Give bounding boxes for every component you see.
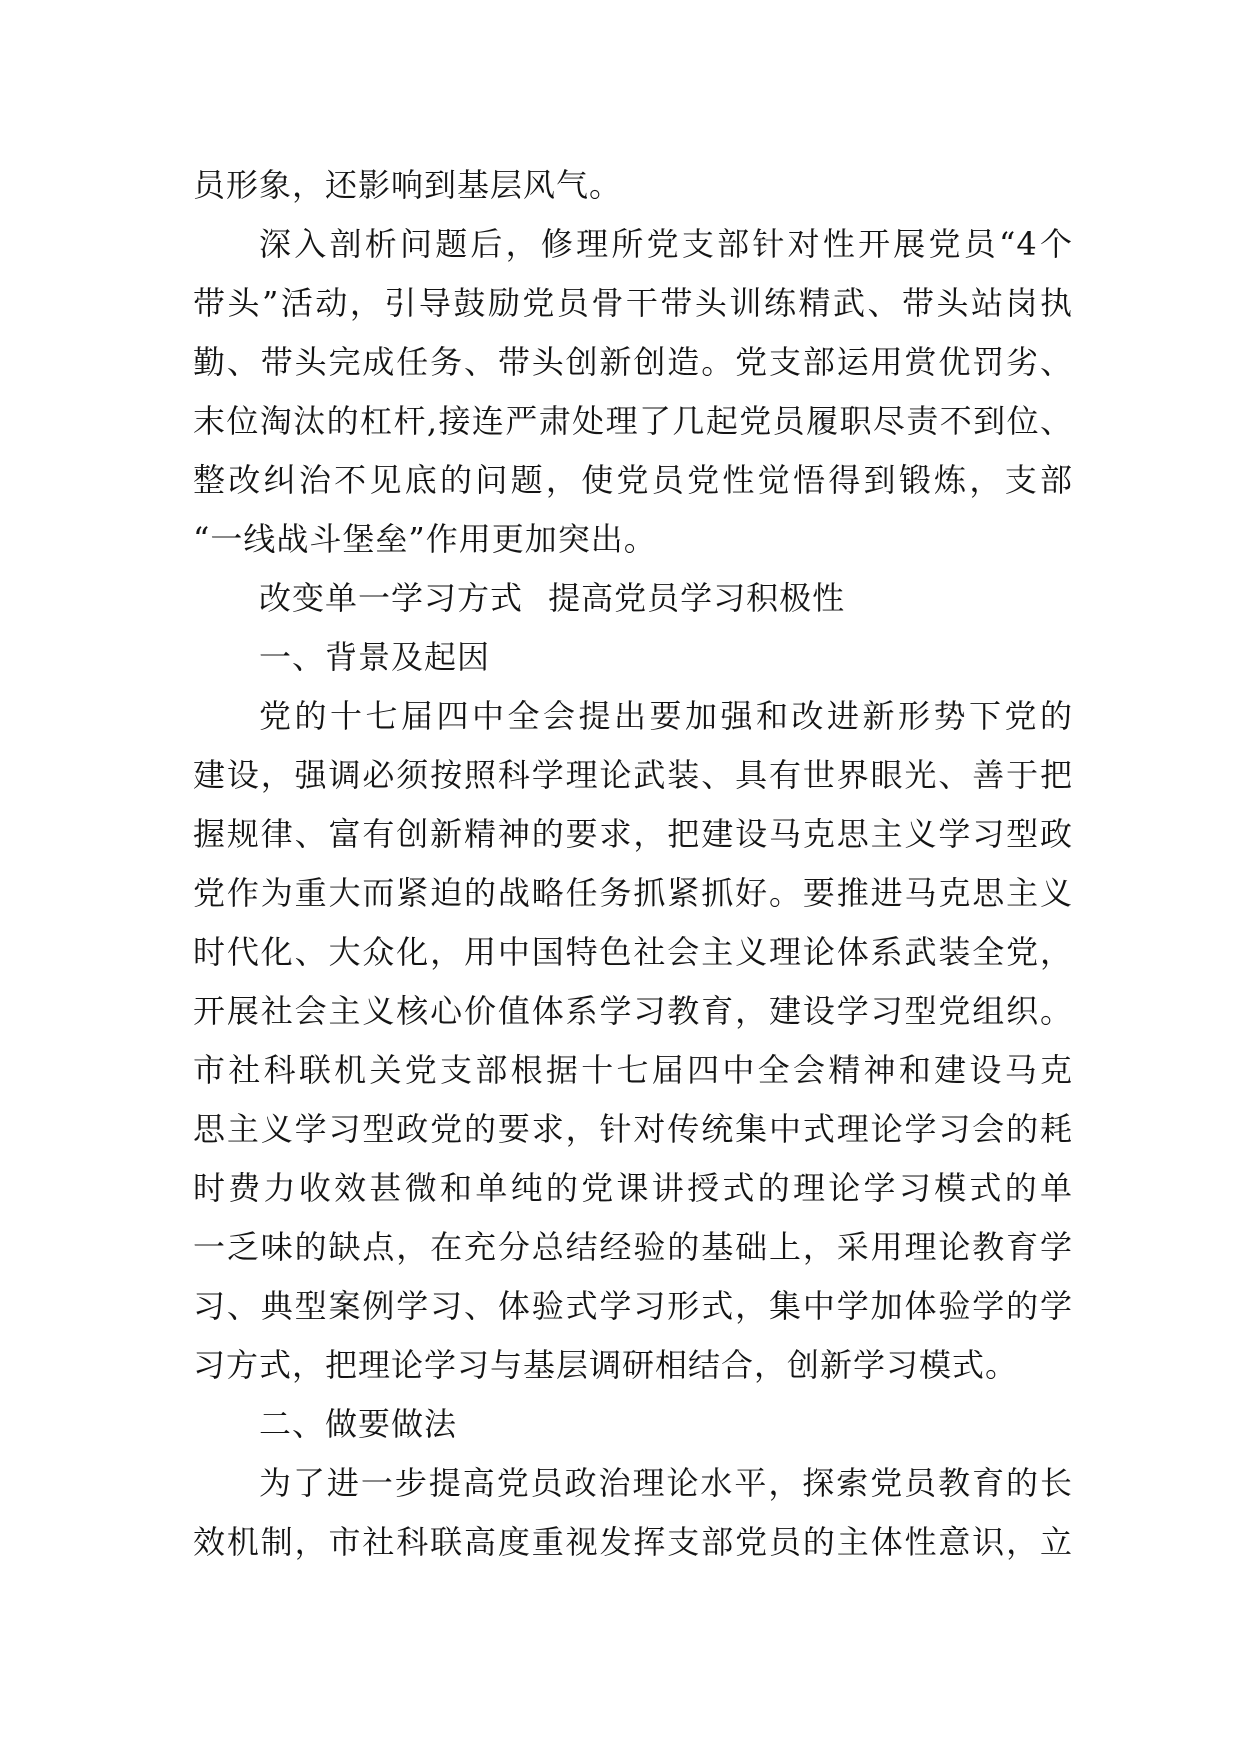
paragraph	[193, 687, 1073, 1395]
text-line: 时代化、大众化，用中国特色社会主义理论体系武装全党，	[193, 933, 1073, 971]
paragraph	[193, 156, 1073, 215]
text-line: 整改纠治不见底的问题，使党员党性觉悟得到锻炼，支部	[193, 461, 1073, 499]
text-line: 习方式，把理论学习与基层调研相结合，创新学习模式。	[193, 1346, 1019, 1384]
text-line: 党作为重大而紧迫的战略任务抓紧抓好。要推进马克思主义	[193, 874, 1073, 912]
text-line: “一线战斗堡垒”作用更加突出。	[193, 520, 657, 558]
text-line: 末位淘汰的杠杆,接连严肃处理了几起党员履职尽责不到位、	[193, 402, 1073, 440]
text-line: 思主义学习型政党的要求，针对传统集中式理论学习会的耗	[193, 1110, 1073, 1148]
text-line: 习、典型案例学习、体验式学习形式，集中学加体验学的学	[193, 1287, 1073, 1325]
text-line: 勤、带头完成任务、带头创新创造。党支部运用赏优罚劣、	[193, 343, 1073, 381]
text-line: 建设，强调必须按照科学理论武装、具有世界眼光、善于把	[193, 756, 1073, 794]
text-line: 带头”活动，引导鼓励党员骨干带头训练精武、带头站岗执	[193, 284, 1073, 322]
text-line: 员形象，还影响到基层风气。	[193, 166, 623, 204]
text-line: 市社科联机关党支部根据十七届四中全会精神和建设马克	[193, 1051, 1073, 1089]
section-heading: 改变单一学习方式 提高党员学习积极性	[259, 579, 846, 617]
text-line: 党的十七届四中全会提出要加强和改进新形势下党的	[259, 697, 1073, 735]
text-line: 一乏味的缺点，在充分总结经验的基础上，采用理论教育学	[193, 1228, 1073, 1266]
paragraph	[193, 1454, 1073, 1572]
text-line: 握规律、富有创新精神的要求，把建设马克思主义学习型政	[193, 815, 1073, 853]
text-line: 深入剖析问题后，修理所党支部针对性开展党员“4个	[259, 225, 1073, 263]
text-line: 效机制，市社科联高度重视发挥支部党员的主体性意识，立	[193, 1523, 1073, 1561]
document-body	[193, 156, 1073, 1572]
paragraph	[193, 215, 1073, 569]
subsection-heading: 一、背景及起因	[259, 638, 491, 676]
text-line: 开展社会主义核心价值体系学习教育，建设学习型党组织。	[193, 992, 1073, 1030]
text-line: 为了进一步提高党员政治理论水平，探索党员教育的长	[259, 1464, 1073, 1502]
subsection-heading: 二、做要做法	[259, 1405, 458, 1443]
text-line: 时费力收效甚微和单纯的党课讲授式的理论学习模式的单	[193, 1169, 1073, 1207]
